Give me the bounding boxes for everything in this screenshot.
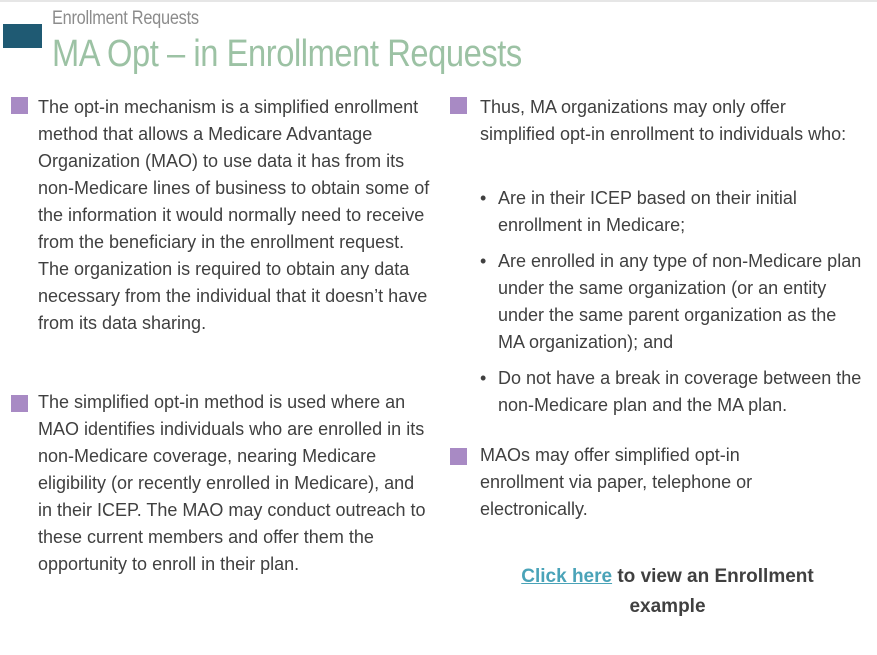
right-paragraph-2: MAOs may offer simplified opt-in enrollment via paper, telephone or electronically. xyxy=(480,445,753,519)
left-paragraph-2: The simplified opt-in method is used where an MAO identifies individuals who are enrolled in its non-Medicare coverage, nearing Medicare eligibility (or recently enrolled in Medicare), and in their ICEP. The MAO may conduct outreach to these current members and offer them the opportunity to enroll in their plan. xyxy=(38,392,426,574)
list-item: • Do not have a break in coverage between the non-Medicare plan and the MA plan. xyxy=(480,365,865,419)
square-bullet-icon xyxy=(11,395,28,412)
cta-text: to view an Enrollment example xyxy=(612,566,814,617)
section-subtitle: Enrollment Requests xyxy=(52,8,199,29)
left-paragraph-1: The opt-in mechanism is a simplified enrollment method that allows a Medicare Advantage Organization (MAO) to use data it has from its non-Medicare lines of business to obtain some of the information it would normally need to receive from the beneficiary in the enrollment request. The organization is required to obtain any data necessary from the individual that it doesn’t have from its data sharing. xyxy=(38,97,430,333)
click-here-link[interactable]: Click here xyxy=(521,566,613,587)
right-paragraph-1: Thus, MA organizations may only offer simplified opt-in enrollment to individuals who: xyxy=(480,97,847,144)
square-bullet-icon xyxy=(450,448,467,465)
page-title: MA Opt – in Enrollment Requests xyxy=(52,33,522,75)
enrollment-example-cta xyxy=(490,562,845,622)
top-divider xyxy=(0,0,877,2)
eligibility-list xyxy=(480,185,865,419)
square-bullet-icon xyxy=(450,97,467,114)
square-bullet-icon xyxy=(11,97,28,114)
title-accent-bar xyxy=(3,24,42,48)
list-item: • Are enrolled in any type of non-Medicare plan under the same organization (or an entity under the same parent organization as the MA organization); and xyxy=(480,248,865,356)
list-item: • Are in their ICEP based on their initial enrollment in Medicare; xyxy=(480,185,865,239)
